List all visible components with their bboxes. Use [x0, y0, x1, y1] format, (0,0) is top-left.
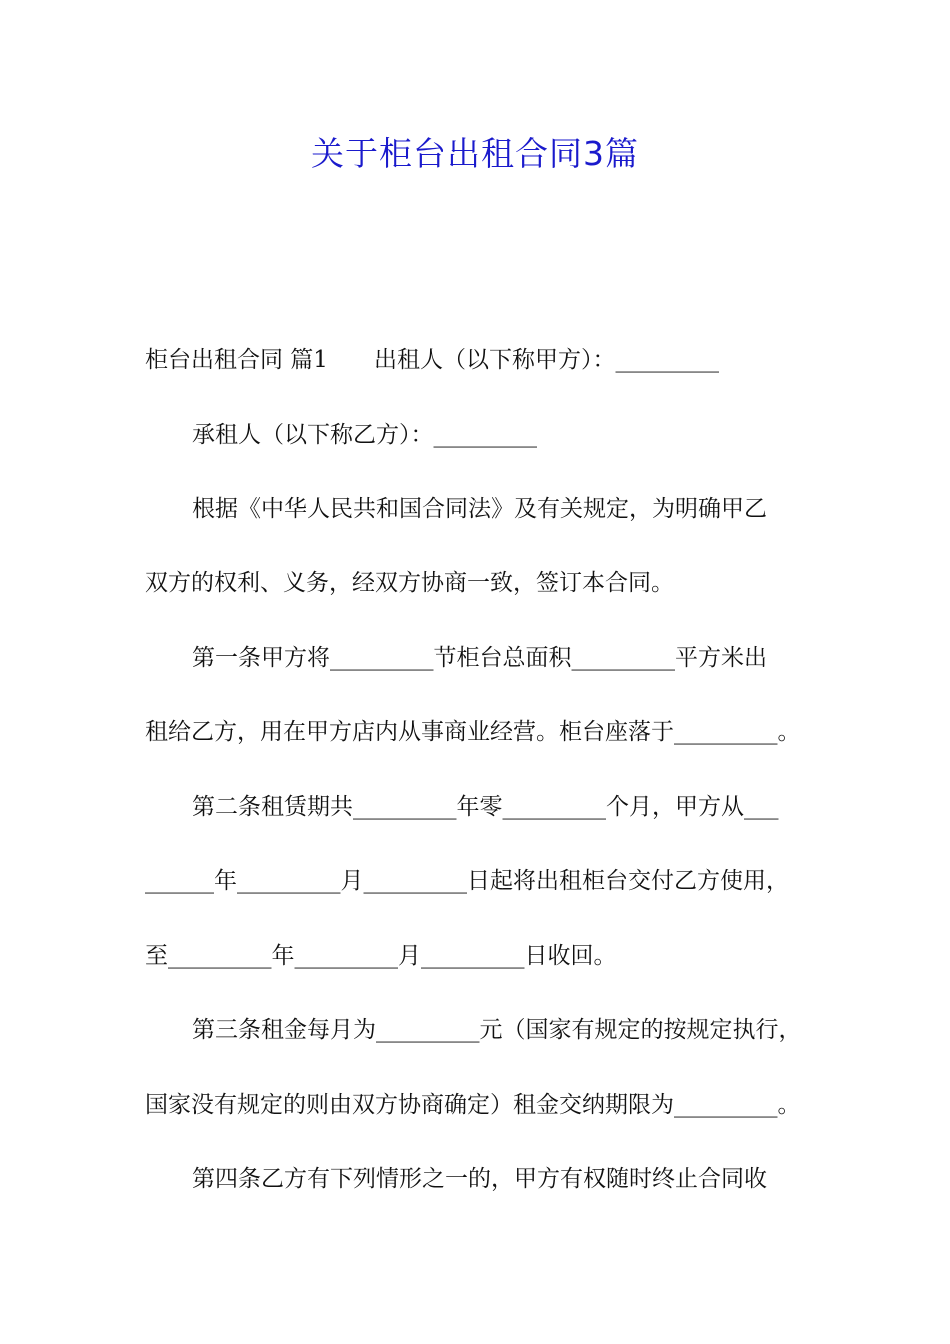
- paragraph-line: 租给乙方，用在甲方店内从事商业经营。柜台座落于_________。: [145, 719, 801, 745]
- paragraph-line: 第三条租金每月为_________元（国家有规定的按规定执行，: [192, 1017, 802, 1043]
- paragraph-line: 双方的权利、义务，经双方协商一致，签订本合同。: [145, 570, 674, 596]
- paragraph-line: 柜台出租合同 篇1 出租人（以下称甲方）：_________: [145, 347, 719, 373]
- paragraph-line: 第一条甲方将_________节柜台总面积_________平方米出: [192, 645, 767, 671]
- paragraph-line: 第二条租赁期共_________年零_________个月，甲方从___: [192, 794, 779, 820]
- paragraph-line: 根据《中华人民共和国合同法》及有关规定，为明确甲乙: [192, 496, 767, 522]
- paragraph-line: 至_________年_________月_________日收回。: [145, 943, 617, 969]
- paragraph-line: 第四条乙方有下列情形之一的，甲方有权随时终止合同收: [192, 1166, 767, 1192]
- paragraph-line: ______年_________月_________日起将出租柜台交付乙方使用，: [145, 868, 789, 894]
- paragraph-line: 国家没有规定的则由双方协商确定）租金交纳期限为_________。: [145, 1092, 801, 1118]
- paragraph-line: 承租人（以下称乙方）：_________: [192, 422, 537, 448]
- document-title: 关于柜台出租合同3篇: [311, 134, 639, 173]
